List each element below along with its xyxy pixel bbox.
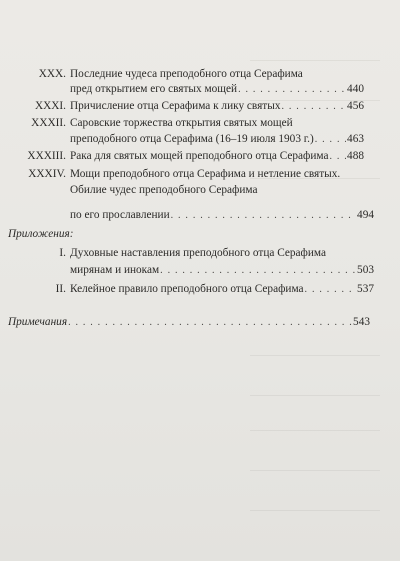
chapter-number: XXXIV. — [28, 168, 66, 180]
chapter-title-cont: Обилие чудес преподобного Серафима — [70, 184, 258, 196]
leader-dots — [68, 316, 352, 330]
appendix-title: Келейное правило преподобного отца Серафима — [70, 283, 304, 295]
chapter-title: Саровские торжества открытия святых мощей — [70, 117, 293, 129]
notes-entry — [8, 315, 370, 330]
leader-dots — [315, 133, 346, 147]
chapter-title-cont: пред открытием его святых мощей — [70, 83, 238, 95]
page-number: 543 — [353, 316, 370, 328]
appendices-heading — [8, 227, 74, 241]
page-number: 440 — [347, 83, 364, 95]
appendix-2 — [46, 282, 374, 297]
chapter-number: XXXII. — [31, 117, 66, 129]
leader-dots — [305, 283, 357, 297]
toc-entry-31 — [34, 99, 364, 114]
appendix-1-cont — [70, 263, 374, 278]
appendices-heading-text: Приложения: — [8, 228, 74, 240]
toc-entry-34-cont2 — [70, 208, 374, 223]
chapter-number: XXXIII. — [27, 150, 66, 162]
leader-dots — [330, 150, 347, 164]
toc-entry-33 — [26, 149, 364, 164]
toc-entry-32 — [30, 116, 293, 130]
page-number: 503 — [357, 264, 374, 276]
chapter-title-cont: преподобного отца Серафима (16–19 июля 1903 г.) — [70, 133, 314, 145]
toc-entry-32-cont — [70, 132, 364, 147]
leader-dots — [238, 83, 346, 97]
appendix-title-cont: мирянам и инокам — [70, 264, 160, 276]
page-number: 494 — [357, 209, 374, 221]
leader-dots — [282, 100, 347, 114]
appendix-number: I. — [59, 247, 66, 259]
toc-entry-34 — [26, 167, 340, 181]
appendix-title: Духовные наставления преподобного отца Серафима — [70, 247, 326, 259]
chapter-title: Рака для святых мощей преподобного отца Серафима — [70, 150, 329, 162]
chapter-title: Мощи преподобного отца Серафима и нетление святых. — [70, 168, 341, 180]
appendix-1 — [50, 246, 326, 260]
page-number: 488 — [347, 150, 364, 162]
chapter-title-cont: по его прославлении — [70, 209, 170, 221]
toc-entry-30 — [38, 67, 303, 81]
chapter-number: XXXI. — [34, 100, 66, 112]
chapter-title: Причисление отца Серафима к лику святых — [70, 100, 281, 112]
page-number: 456 — [347, 100, 364, 112]
page-number: 537 — [357, 283, 374, 295]
appendix-number: II. — [55, 283, 66, 295]
notes-heading: Примечания — [8, 316, 68, 328]
toc-entry-34-cont — [70, 183, 258, 197]
leader-dots — [160, 264, 356, 278]
chapter-title: Последние чудеса преподобного отца Серафима — [70, 68, 303, 80]
toc-entry-30-cont — [70, 82, 364, 97]
chapter-number: XXX. — [38, 68, 66, 80]
leader-dots — [171, 209, 356, 223]
page-number: 463 — [347, 133, 364, 145]
